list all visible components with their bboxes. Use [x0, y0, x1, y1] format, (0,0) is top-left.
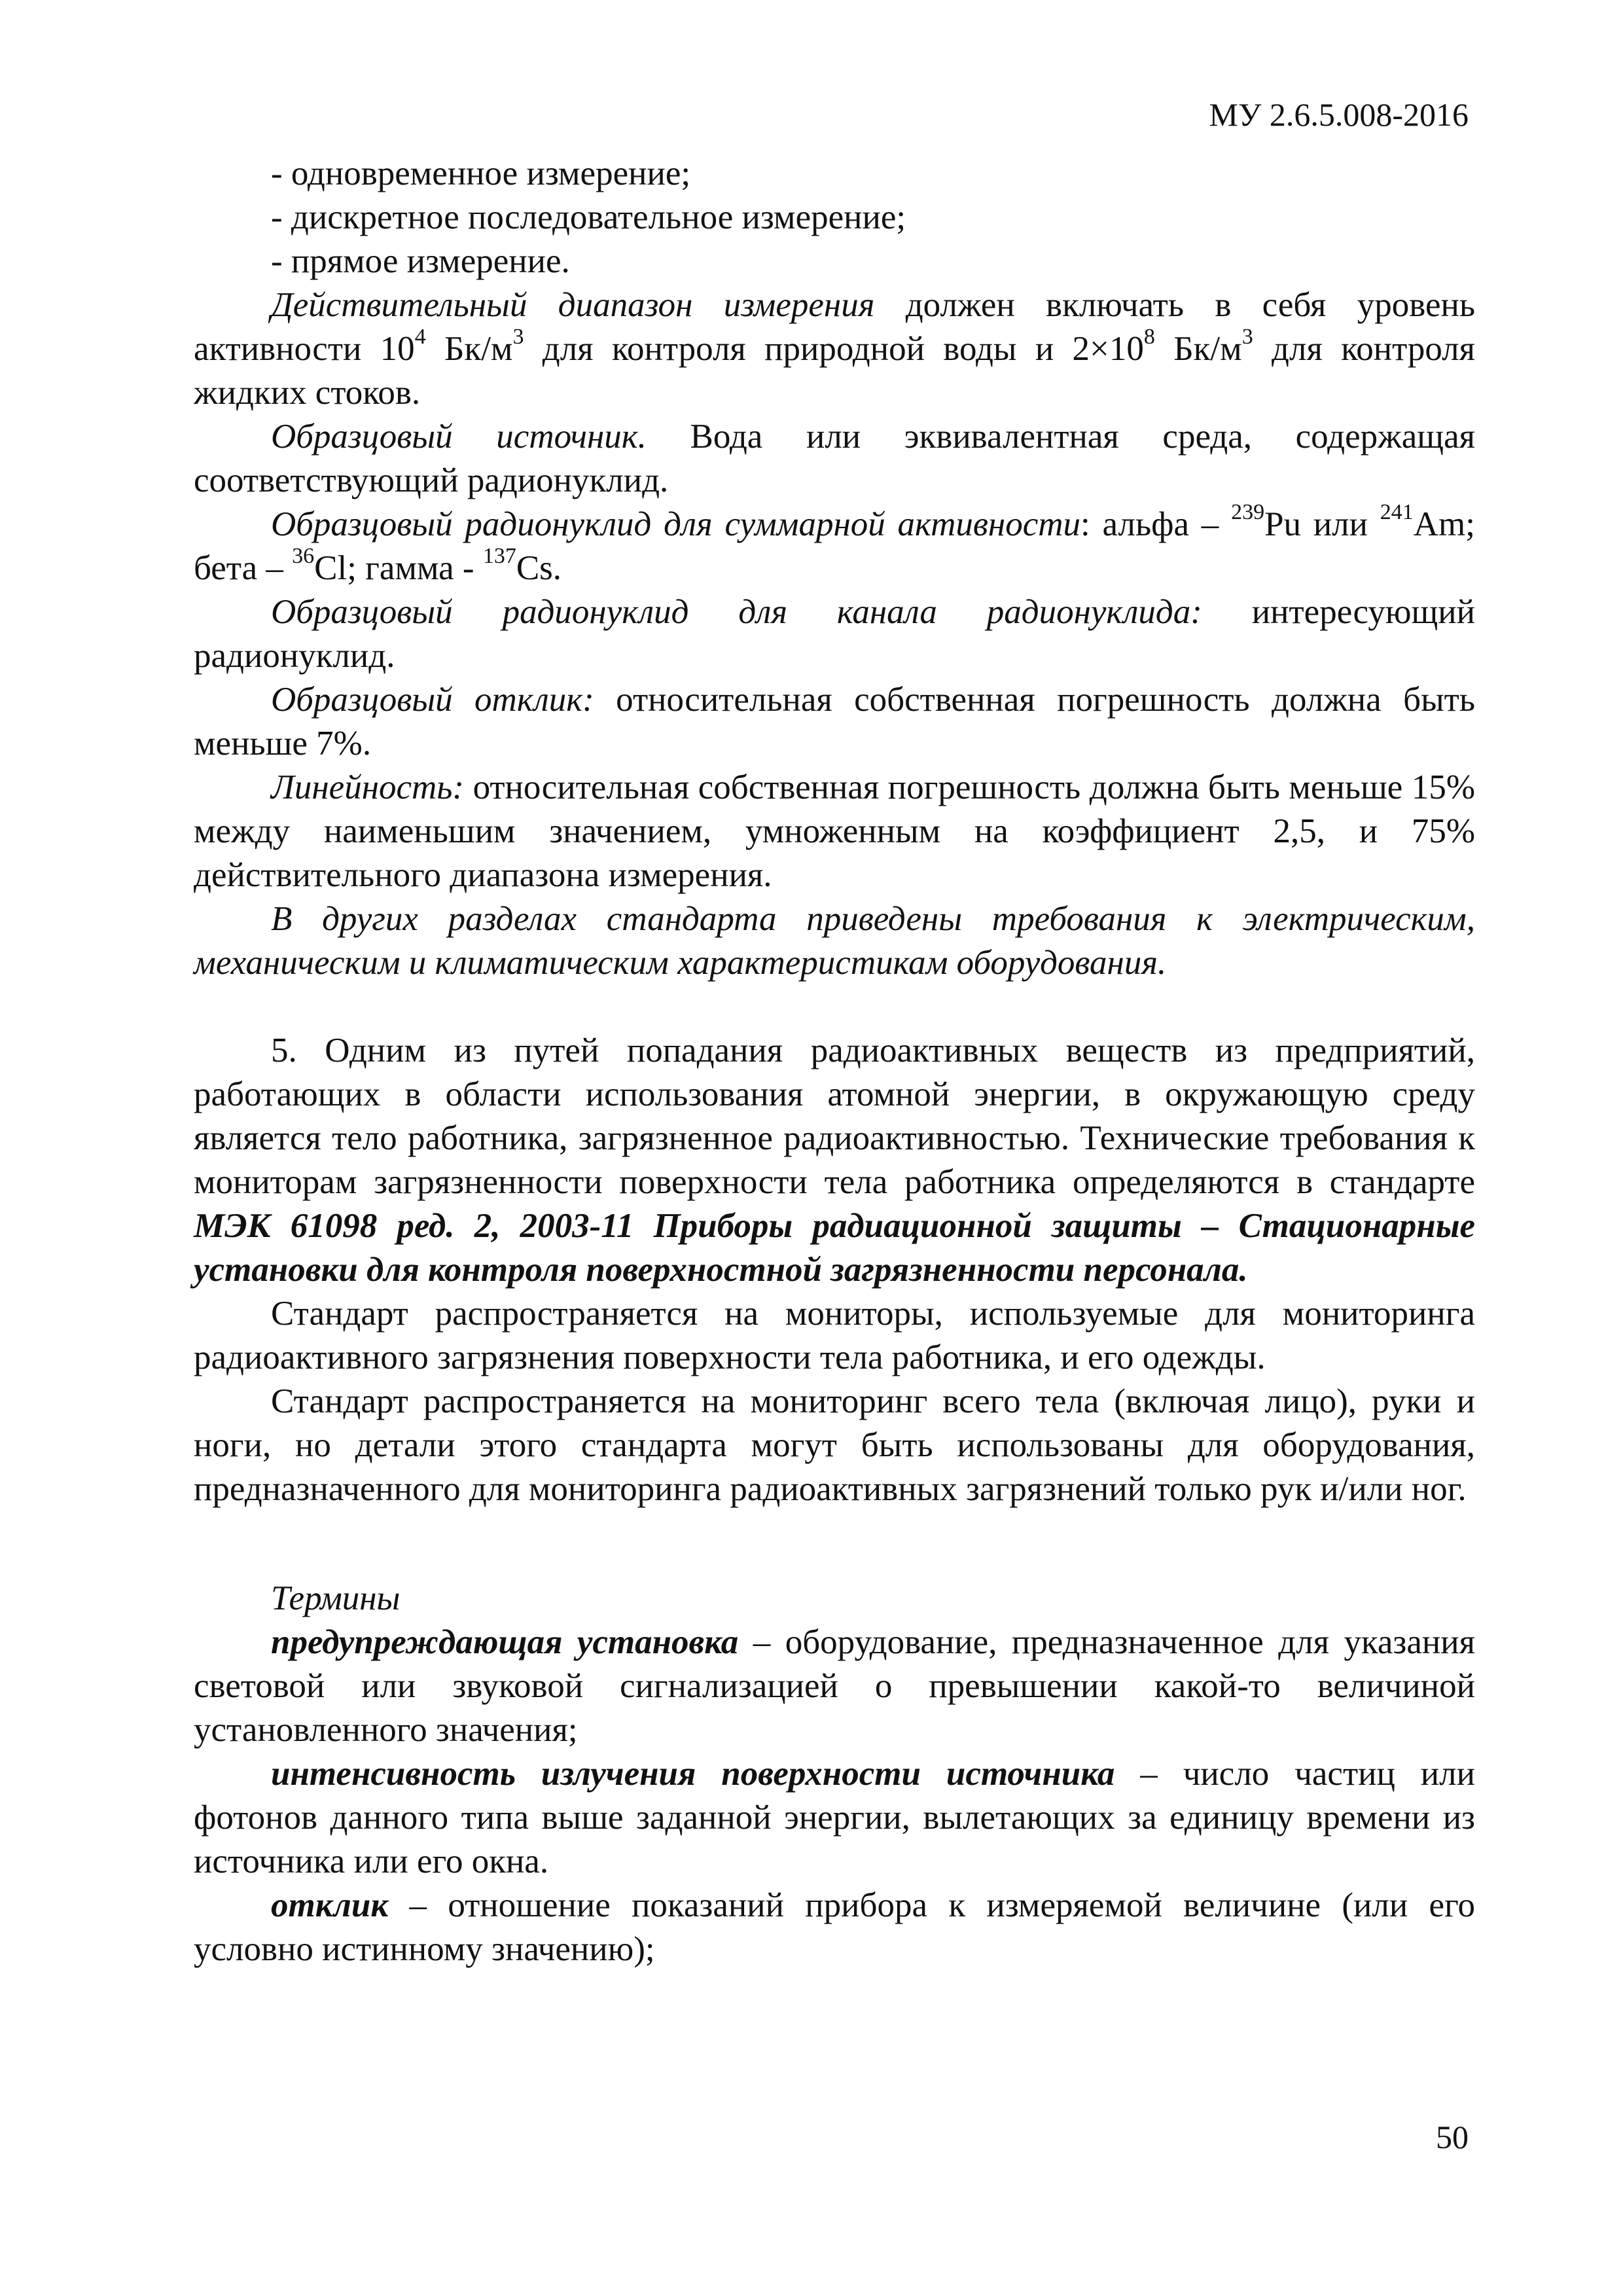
nuclide-total-term: Образцовый радионуклид для суммарной активности	[271, 505, 1081, 543]
range-paragraph: Действительный диапазон измерения должен включать в себя уровень активности $10^4$ $Бк/м^3$ для контроля природной воды и $2\times 10^8$ $Бк/м^3$ для контроля жидких стоков.	[194, 286, 1476, 412]
term-definition: отклик – отношение показаний прибора к измеряемой величине (или его условно истинному значению);	[194, 1886, 1475, 1968]
list-item-simultaneous: - одновременное измерение;	[271, 154, 691, 192]
term-definition: предупреждающая установка – оборудование, предназначенное для указания световой или звуковой сигнализацией о превышении какой-то величиной установленного значения;	[194, 1623, 1475, 1749]
nuclide-total-paragraph: Образцовый радионуклид для суммарной активности: альфа – $^{239}$Pu или $^{241}$Am; бета – $^{36}$Cl; гамма - $^{137}$Cs.	[194, 500, 1476, 587]
term-name: отклик	[271, 1886, 389, 1924]
other-sections-paragraph: В других разделах стандарта приведены требования к электрическим, механическим и климатическим характеристикам оборудования.	[194, 900, 1475, 982]
source-term: Образцовый источник.	[271, 418, 647, 456]
document-code: МУ 2.6.5.008-2016	[1209, 96, 1469, 133]
terms-heading: Термины	[271, 1579, 401, 1617]
source-paragraph: Образцовый источник. Вода или эквивалентная среда, содержащая соответствующий радионуклид.	[194, 418, 1475, 499]
response-term: Образцовый отклик:	[271, 681, 594, 719]
section-5-paragraph: 5. Одним из путей попадания радиоактивных веществ из предприятий, работающих в области использования атомной энергии, в окружающую среду является тело работника, загрязненное радиоактивностью. Технические требования к мониторам загрязненности поверхности тела работника определяются в стандарте МЭК 61098 ред. 2, 2003-11 Приборы радиационной защиты – Стационарные установки для контроля поверхностной загрязненности персонала.	[194, 1031, 1475, 1289]
standard-title: МЭК 61098 ред. 2, 2003-11 Приборы радиационной защиты – Стационарные установки для контроля поверхностной загрязненности персонала.	[194, 1207, 1475, 1289]
list-item-direct: - прямое измерение.	[271, 242, 570, 280]
nuclide-channel-term: Образцовый радионуклид для канала радионуклида:	[271, 593, 1202, 631]
linearity-paragraph: Линейность: относительная собственная погрешность должна быть меньше 15% между наименьшим значением, умноженным на коэффициент 2,5, и 75% действительного диапазона измерения.	[194, 768, 1475, 894]
term-definition: интенсивность излучения поверхности источника – число частиц или фотонов данного типа выше заданной энергии, вылетающих за единицу времени из источника или его окна.	[194, 1755, 1475, 1880]
response-paragraph: Образцовый отклик: относительная собственная погрешность должна быть меньше 7%.	[194, 681, 1476, 762]
nuclide-channel-paragraph: Образцовый радионуклид для канала радионуклида: интересующий радионуклид.	[194, 593, 1476, 675]
page-body	[194, 152, 1475, 1971]
linearity-term: Линейность:	[271, 768, 465, 806]
scope-paragraph-2: Стандарт распространяется на мониторинг всего тела (включая лицо), руки и ноги, но детали этого стандарта могут быть использованы для оборудования, предназначенного для мониторинга радиоактивных загрязнений только рук и/или ног.	[194, 1382, 1475, 1508]
range-term: Действительный диапазон измерения	[271, 286, 875, 324]
page-number: 50	[1436, 2119, 1469, 2155]
list-item-discrete: - дискретное последовательное измерение;	[271, 198, 906, 236]
term-name: предупреждающая установка	[271, 1623, 739, 1661]
term-name: интенсивность излучения поверхности источника	[271, 1755, 1115, 1793]
scope-paragraph-1: Стандарт распространяется на мониторы, используемые для мониторинга радиоактивного загрязнения поверхности тела работника, и его одежды.	[194, 1295, 1475, 1376]
